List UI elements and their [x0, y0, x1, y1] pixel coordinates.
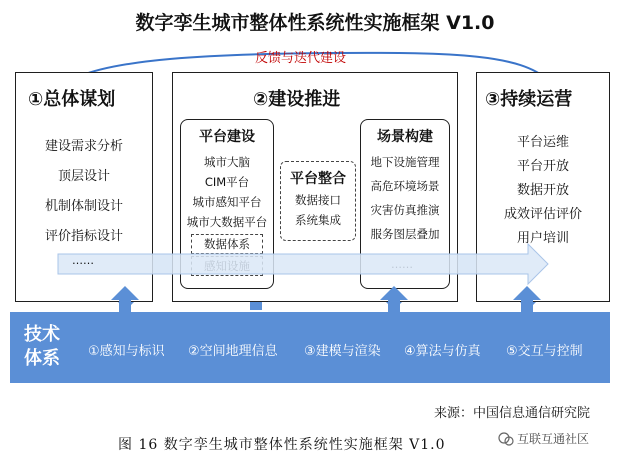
- up-arrow-right: [513, 286, 541, 312]
- operation-item: 数据开放: [516, 183, 569, 198]
- operation-item: 成效评估评价: [503, 207, 582, 222]
- tech-label-line1: 技术: [24, 324, 60, 345]
- wechat-icon: [498, 431, 514, 447]
- tech-system-bar: [10, 312, 610, 383]
- platform-build-item: CIM平台: [204, 175, 250, 189]
- platform-build-title: 平台建设: [199, 129, 255, 145]
- operation-item: 平台运维: [516, 135, 569, 150]
- scene-build-item: 高危环境场景: [370, 179, 440, 193]
- figure-caption: 图 16 数字孪生城市整体性系统性实施框架 V1.0: [118, 437, 446, 453]
- tech-label-line2: 体系: [24, 348, 60, 369]
- platform-integration-item: 数据接口: [295, 193, 341, 207]
- up-arrow-mid: [380, 286, 408, 312]
- tech-item: ④算法与仿真: [404, 344, 481, 359]
- operation-item: 平台开放: [516, 159, 569, 174]
- platform-integration-item: 系统集成: [295, 213, 341, 227]
- operation-item: 用户培训: [516, 231, 569, 246]
- scene-build-item: 地下设施管理: [370, 155, 440, 169]
- tech-item: ⑤交互与控制: [506, 344, 583, 359]
- planning-item: 机制体制设计: [44, 199, 123, 214]
- tech-item: ②空间地理信息: [188, 344, 278, 359]
- column-title-construction: ②建设推进: [253, 89, 341, 110]
- planning-item: 顶层设计: [57, 169, 110, 184]
- up-arrow-left: [111, 286, 139, 312]
- platform-build-item: 城市大脑: [204, 155, 250, 169]
- page-title: 数字孪生城市整体性系统性实施框架 V1.0: [135, 12, 495, 34]
- tech-item: ①感知与标识: [88, 344, 165, 359]
- feedback-label: 反馈与迭代建设: [255, 51, 347, 66]
- scene-build-item: 服务图层叠加: [370, 227, 440, 241]
- watermark: [498, 430, 589, 447]
- planning-item: 建设需求分析: [44, 139, 123, 154]
- tech-item: ③建模与渲染: [304, 344, 381, 359]
- platform-integration-title: 平台整合: [290, 171, 346, 187]
- planning-item: 评价指标设计: [44, 229, 123, 244]
- scene-build-title: 场景构建: [377, 129, 433, 145]
- column-title-overall-planning: ①总体谋划: [28, 89, 116, 110]
- scene-build-item: 灾害仿真推演: [370, 203, 440, 217]
- watermark-text: 互联互通社区: [517, 432, 590, 446]
- source-note: 来源：中国信息通信研究院: [434, 406, 591, 421]
- data-system-label: 数据体系: [204, 237, 250, 251]
- platform-build-item: 城市感知平台: [192, 195, 262, 209]
- column-title-operation: ③持续运营: [485, 89, 573, 110]
- progress-ellipsis: ……: [72, 254, 94, 267]
- platform-build-item: 城市大数据平台: [186, 215, 268, 229]
